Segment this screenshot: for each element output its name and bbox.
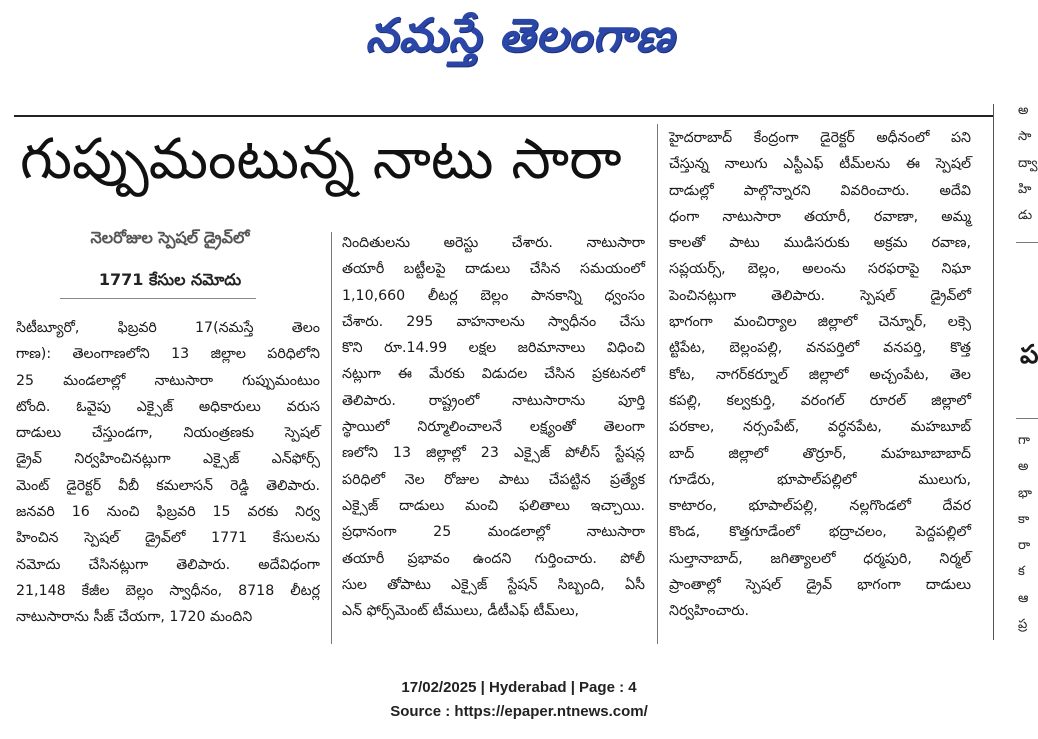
column-divider-right <box>993 104 994 640</box>
article-text-line: కోట, నాగర్‌కర్నూల్‌ జిల్లాలో అచ్చంపేట, తెల <box>669 366 971 383</box>
column-divider <box>657 124 658 644</box>
fragment-line: ప్ర <box>1018 617 1028 633</box>
article-column-2 <box>342 230 645 624</box>
footer-source[interactable]: Source : https://epaper.ntnews.com/ <box>390 703 648 720</box>
article-text-line: తెలిపారు. రాష్ట్రంలో నాటుసారాను పూర్తి <box>342 392 645 409</box>
article-text-line: మెంట్‌ డైరెక్టర్‌ వీబీ కమలాసన్‌ రెడ్డి తెలిపారు. <box>16 477 320 494</box>
footer <box>0 676 1038 724</box>
article-text-line: నిర్వహించారు. <box>669 603 750 620</box>
fragment-line: అ <box>1018 459 1029 475</box>
article-text-line: కపల్లి, కల్వకుర్తి, వరంగల్‌ రూరల్‌ జిల్లాలో <box>669 392 971 409</box>
article-text-line: ఎక్సైజ్‌ దాడులు మంచి ఫలితాలు ఇచ్చాయి. <box>342 497 645 514</box>
article-text-line: దాడుల్లో పాల్గొన్నారని వివరించారు. అదేవి <box>669 182 971 199</box>
article-subhead-1: నెలరోజుల స్పెషల్‌ డ్రైవ్‌లో <box>90 228 250 247</box>
article-text-line: కాలతో పాటు ముడిసరుకు అక్రమ రవాణ, <box>669 235 971 252</box>
adjacent-article-heading-fragment: ప <box>1020 340 1038 370</box>
article-text-line: ప్రధానంగా 25 మండలాల్లో నాటుసారా <box>342 524 645 541</box>
article-text-line: గాణ): తెలంగాణలోని 13 జిల్లాల పరిధిలోని <box>16 346 320 363</box>
article-text-line: ఎన్‌ ఫోర్స్‌మెంట్‌ టీములు, డీటీఎఫ్‌ టీమ్‌లు, <box>342 603 579 620</box>
article-text-line: హైదరాబాద్‌ కేంద్రంగా డైరెక్టర్‌ అధీనంలో పని <box>669 130 971 146</box>
adjacent-article-fragment-bottom <box>1018 428 1038 638</box>
fragment-line: గా <box>1018 433 1030 448</box>
fragment-line: ద్వా <box>1018 155 1038 171</box>
article-text-line: కాటారం, భూపాల్‌పల్లి, నల్లగొండలో దేవర <box>669 498 971 515</box>
article-text-line: 1,10,660 లీటర్ల బెల్లం పానకాన్ని ధ్వంసం <box>342 287 645 304</box>
masthead-title: నమస్తే తెలంగాణ <box>365 8 675 62</box>
article-text-line: జనవరి 16 నుంచి ఫిబ్రవరి 15 వరకు నిర్వ <box>16 504 320 521</box>
article-text-line: సుల్తానాబాద్‌, జగిత్యాలలో ధర్మపురి, నిర్మల్‌ <box>669 550 971 567</box>
article-text-line: చేశారు. 295 వాహనాలను స్వాధీనం చేసు <box>342 313 645 330</box>
masthead-logo <box>300 6 740 76</box>
fragment-line: రా <box>1018 538 1031 554</box>
subhead-underline <box>60 298 256 299</box>
fragment-line: భా <box>1018 485 1032 501</box>
article-text-line: 25 మండలాల్లో నాటుసారా గుప్పుమంటుం <box>16 372 320 389</box>
article-column-1 <box>16 315 320 631</box>
article-text-line: భాగంగా మంచిర్యాల జిల్లాలో చెన్నూర్‌, లక్సె <box>669 314 971 331</box>
fragment-line: హి <box>1018 181 1032 197</box>
article-text-line: డ్రైవ్‌ నిర్వహించినట్లుగా ఎక్సైజ్‌ ఎన్‌ఫోర్స్‌ <box>16 451 320 468</box>
article-text-line: పెంచినట్లుగా తెలిపారు. స్పెషల్‌ డ్రైవ్‌లో <box>669 287 971 304</box>
article-text-line: కొని రూ.14.99 లక్షల జరిమానాలు విధించి <box>342 340 645 357</box>
article-text-line: సప్లయర్స్‌, బెల్లం, అలంను సరఫరాపై నిఘా <box>669 261 971 278</box>
fragment-line: కా <box>1018 511 1030 527</box>
article-text-line: బాద్‌ జిల్లాలో తొర్రూర్‌, మహబూబాబాద్‌ <box>669 445 971 462</box>
article-text-line: స్థాయిలో నిర్మూలించాలనే లక్ష్యంతో తెలంగా <box>342 419 645 436</box>
article-text-line: నమోదు చేసినట్లుగా తెలిపారు. అదేవిధంగా <box>16 556 320 573</box>
footer-date-edition: 17/02/2025 | Hyderabad | Page : 4 <box>401 679 637 696</box>
article-text-line: పరకాల, నర్సంపేట్‌, వర్ధనపేట, మహబూబ్‌ <box>669 419 971 436</box>
article-text-line: హించిన స్పెషల్‌ డ్రైవ్‌లో 1771 కేసులను <box>16 530 320 547</box>
divider-line <box>1016 242 1038 243</box>
article-column-3 <box>669 125 971 625</box>
divider-line <box>1016 418 1038 419</box>
article-text-line: చేస్తున్న నాలుగు ఎస్టీఎఫ్‌ టీమ్‌లను ఈ స్పెషల్‌ <box>669 156 971 173</box>
article-text-line: టోంది. ఓవైపు ఎక్సైజ్‌ అధికారులు వరుస <box>16 398 320 415</box>
article-text-line: పరిధిలో నెల రోజుల పాటు చేపట్టిన ప్రత్యేక <box>342 471 645 488</box>
article-text-line: తయారీ బట్టీలపై దాడులు చేసిన సమయంలో <box>342 261 645 278</box>
top-rule <box>14 115 994 117</box>
article-text-line: నిందితులను అరెస్టు చేశారు. నాటుసారా <box>342 235 645 251</box>
article-text-line: సుల తోపాటు ఎక్సైజ్‌ స్టేషన్‌ సిబ్బంది, ఏసీ <box>342 576 645 593</box>
article-text-line: సిటీబ్యూరో, ఫిబ్రవరి 17(నమస్తే తెలం <box>16 320 320 336</box>
article-text-line: ప్రాంతాల్లో స్పెషల్‌ డ్రైవ్‌ భాగంగా దాడులు <box>669 577 971 594</box>
column-divider <box>331 232 332 644</box>
article-text-line: 21,148 కేజీల బెల్లం స్వాధీనం, 8718 లీటర్ల <box>16 582 320 599</box>
article-text-line: నట్లుగా ఈ మేరకు విడుదల చేసిన ప్రకటనలో <box>342 366 645 383</box>
article-text-line: కొండ, కొత్తగూడేంలో భద్రాచలం, పెద్దపల్లిలో <box>669 524 971 541</box>
article-text-line: నాటుసారాను సీజ్‌ చేయగా, 1720 మందిని <box>16 609 253 626</box>
article-text-line: గూడేరు, భూపాల్‌పల్లిలో ములుగు, <box>669 471 971 488</box>
fragment-line: అ <box>1018 103 1029 118</box>
fragment-line: క <box>1018 564 1025 580</box>
article-text-line: ట్టిపేట, బెల్లంపల్లి, వనపర్తిలో వనపర్తి, కొత్త <box>669 340 971 357</box>
article-text-line: తయారీ ప్రభావం ఉందని గుర్తించారు. పోలీ <box>342 550 645 567</box>
article-headline: గుప్పుమంటున్న నాటు సారా <box>20 127 622 192</box>
fragment-line: సా <box>1018 129 1032 145</box>
adjacent-article-fragment-top <box>1018 98 1038 229</box>
fragment-line: డు <box>1018 208 1033 224</box>
fragment-line: ఆ <box>1018 590 1029 606</box>
article-text-line: ణలోని 13 జిల్లాల్లో 23 ఎక్సైజ్‌ పోలీస్‌ స్టేషన్ల <box>342 445 645 462</box>
article-subhead-2: 1771 కేసుల నమోదు <box>98 270 242 289</box>
article-text-line: ధంగా నాటుసారా తయారీ, రవాణా, అమ్మ <box>669 208 971 225</box>
article-text-line: దాడులు చేస్తుండగా, నియంత్రణకు స్పెషల్‌ <box>16 425 320 442</box>
